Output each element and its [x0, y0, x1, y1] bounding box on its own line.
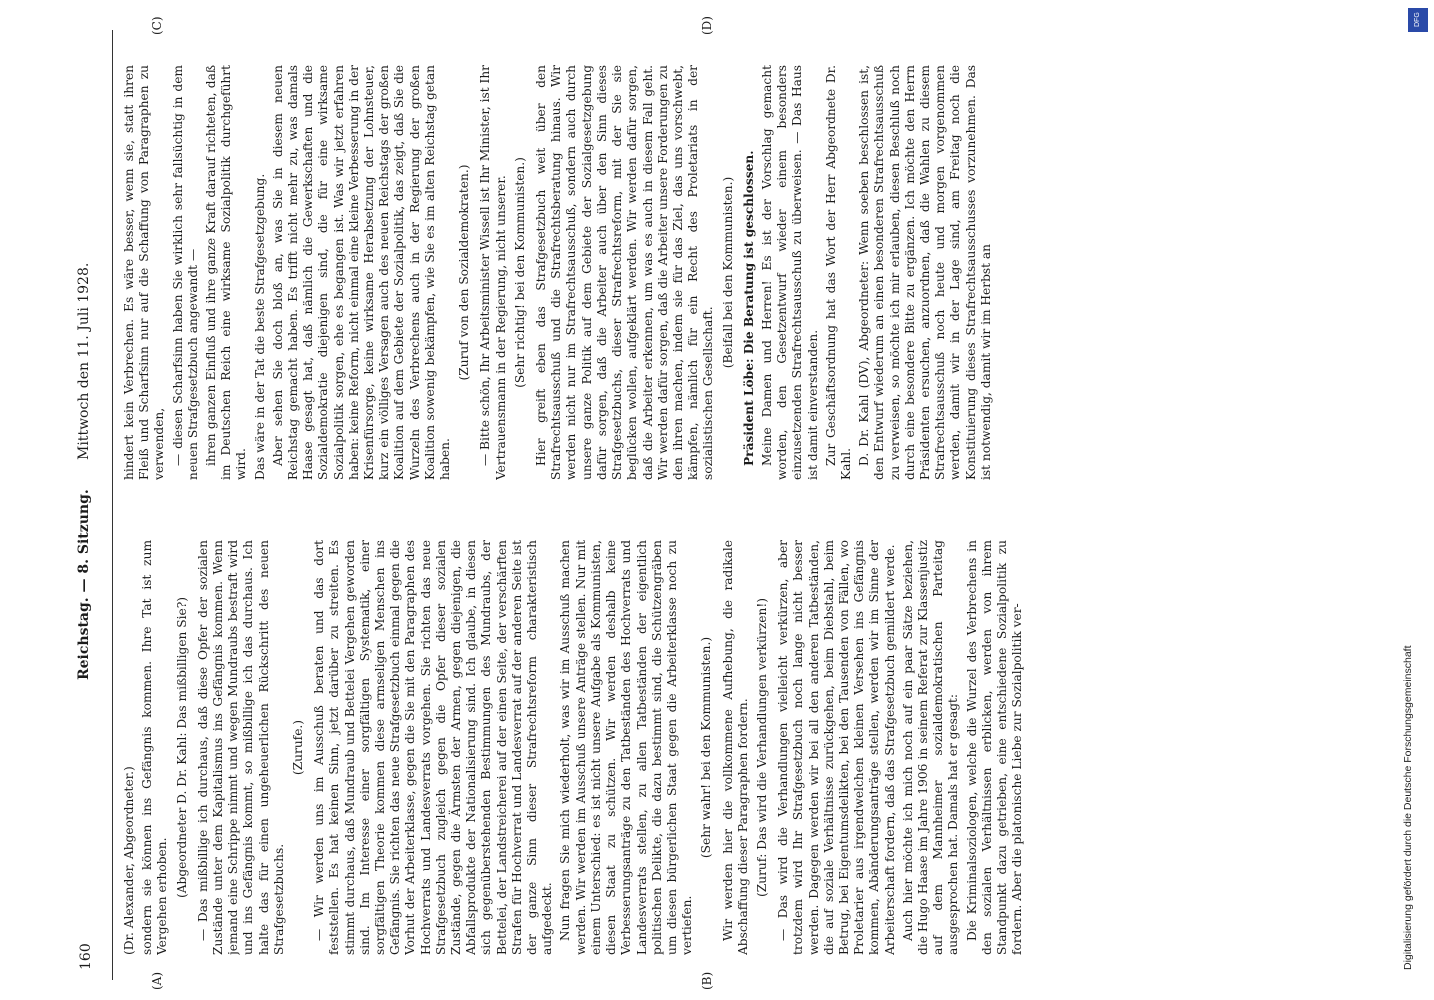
margin-letter-d: (D)	[700, 16, 714, 35]
interjection: (Sehr wahr! bei den Kommunisten.)	[699, 636, 714, 859]
paragraph: Meine Damen und Herren! Es ist der Vorschlag gemacht worden, den Gesetzentwurf wieder einem besonders einzusetzenden Strafrechtsausschuß zu überweisen. — Das Haus ist damit einverstanden.	[759, 65, 820, 480]
page-number: 160	[78, 943, 94, 970]
interjection: (Abgeordneter D. Dr. Kahl: Das mißbilligen Sie?)	[174, 596, 189, 899]
digitization-note-text: Digitalisierung gefördert durch die Deutsche Forschungsgemeinschaft	[1402, 645, 1414, 970]
interjection: (Beifall bei den Kommunisten.)	[720, 176, 735, 369]
paragraph: — Wir werden uns im Ausschuß beraten und das dort feststellen. Es hat keinen Sinn, jetzt darüber zu streiten. Es stimmt durchaus, daß Mundraub und Bettelei Vergehen geworden sind. Im Interesse einer sorgfältigen Systematik, einer sorgfältigen Theorie kommen diese armseligen Menschen ins Gefängnis. Sie richten das neue Strafgesetzbuch einmal gegen die Vorhut der Arbeiterklasse, gegen die Sie mit den Paragraphen des Hochverrats und Landesverrats vorgehen. Sie richten das neue Strafgesetzbuch zugleich gegen die Opfer dieser sozialen Zustände, gegen die Ärmsten der Armen, gegen diejenigen, die Abfallsprodukte der Nationalisierung sind. Ich glaube, in diesen sich gegenüberstehenden Bestimmungen des Mundraubs, der Bettelei, der Landstreicherei auf der einen Seite, der verschärften Strafen für Hochverrat und Landesverrat auf der anderen Seite ist der ganze Sinn dieser Strafrechtsreform charakteristisch aufgedeckt.	[312, 540, 555, 955]
left-column	[122, 540, 1418, 955]
quotation: ihren ganzen Einfluß und ihre ganze Kraft darauf richteten, daß im Deutschen Reich eine wirksame Sozialpolitik durchgeführt wird.	[204, 65, 249, 480]
president-statement: Präsident Löbe: Die Beratung ist geschlossen.	[741, 150, 756, 466]
paragraph: Auch hier möchte ich mich noch auf ein paar Sätze beziehen, die Hugo Haase im Jahre 1906 in seinem Referat zur Klassenjustiz auf dem Mannheimer sozialdemokratischen Parteitag ausgesprochen hat. Damals hat er gesagt:	[900, 540, 961, 955]
paragraph: — Das wird die Verhandlungen vielleicht verkürzen, aber trotzdem wird Ihr Strafgesetzbuch noch lange nicht besser werden. Dagegen werden wir bei all den anderen Tatbeständen, die auf soziale Verhältnisse zurückgehen, beim Diebstahl, beim Betrug, bei Eigentumsdelikten, bei den Tausenden von Fällen, wo Proletarier aus irgendwelchen kleinen Versehen ins Gefängnis kommen, Abänderungsanträge stellen, werden wir im Sinne der Arbeiterschaft fordern, daß das Strafgesetzbuch gemildert werde.	[776, 540, 897, 955]
paragraph: Nun fragen Sie mich wiederholt, was wir im Ausschuß machen werden. Wir werden im Ausschuß unsere Anträge stellen. Nur mit einem Unterschied: es ist nicht unsere Aufgabe als Kommunisten, diesen Staat zu schützen. Wir werden deshalb keine Verbesserungsanträge zu den Tatbeständen des Hochverrats und Landesverrats stellen, zu allen Tatbeständen der eigentlich politischen Delikte, die dazu bestimmt sind, die Schützengräben um diesen bürgerlichen Staat gegen die Arbeiterklasse noch zu vertiefen.	[558, 540, 695, 955]
paragraph: Hier greift eben das Strafgesetzbuch weit über den Strafrechtsausschuß und die Strafrechtsberatung hinaus. Wir werden nicht nur im Strafrechtsausschuß, sondern auch durch unsere ganze Politik auf dem Gebiete der Sozialgesetzgebung dafür sorgen, daß die Arbeiter auch über den Sinn dieses Strafgesetzbuchs, dieser Strafrechtsreform, mit der Sie sie beglücken wollen, aufgeklärt werden. Wir werden dafür sorgen, daß die Arbeiter erkennen, um was es auch in diesem Fall geht. Wir werden dafür sorgen, daß die Arbeiter unsere Forderungen zu den ihren machen, indem sie für das Ziel, das uns vorschwebt, kämpfen, nämlich für ein Recht des Proletariats in der sozialistischen Gesellschaft.	[534, 65, 716, 480]
interjection: (Zuruf: Das wird die Verhandlungen verkürzen!)	[754, 598, 769, 897]
margin-letter-a: (A)	[150, 971, 164, 990]
margin-letter-b: (B)	[700, 971, 714, 990]
paragraph: Wir werden hier die vollkommene Aufhebung, die radikale Abschaffung dieser Paragraphen fordern.	[720, 540, 750, 955]
paragraph: — Bitte schön, Ihr Arbeitsminister Wissell ist Ihr Minister, ist Ihr Vertrauensmann in der Regierung, nicht unserer.	[478, 65, 508, 480]
interjection: (Zurufe.)	[291, 719, 306, 776]
header-rule	[112, 30, 113, 980]
running-head	[70, 30, 108, 970]
interjection: (Sehr richtig! bei den Kommunisten.)	[512, 157, 527, 388]
paragraph: sondern sie können ins Gefängnis kommen. Ihre Tat ist zum Vergehen erhoben.	[140, 540, 170, 955]
chamber-title: Reichstag. — 8. Sitzung.	[76, 489, 92, 680]
paragraph: Das wäre in der Tat die beste Strafgesetzgebung.	[252, 173, 267, 480]
quotation: Die Kriminalsoziologen, welche die Wurzel des Verbrechens in den sozialen Verhältnissen erblicken, werden von ihrem Standpunkt dazu getrieben, eine entschiedene Sozialpolitik zu fordern. Aber die platonische Liebe zur Sozialpolitik ver-	[964, 540, 1025, 955]
speaker-heading: (Dr. Alexander, Abgeordneter.)	[122, 766, 136, 955]
digitization-note	[1402, 10, 1430, 990]
dfg-logo-icon: DFG	[1408, 8, 1428, 32]
session-date: Mittwoch den 11. Juli 1928.	[76, 262, 92, 460]
right-column	[122, 65, 1418, 480]
paragraph: Zur Geschäftsordnung hat das Wort der Herr Abgeordnete Dr. Kahl.	[823, 65, 853, 480]
paragraph: D. Dr. Kahl (DV), Abgeordneter: Wenn soeben beschlossen ist, den Entwurf wiederum an einen besonderen Strafrechtsausschuß zu verweisen, so möchte ich mir erlauben, diesen Beschluß noch durch eine besondere Bitte zu ergänzen. Ich möchte den Herrn Präsidenten ersuchen, anzuordnen, daß die Wahlen zu diesem Strafrechtsausschuß noch heute und morgen vorgenommen werden, damit wir in der Lage sind, am Freitag noch die Konstituierung dieses Strafrechtsausschusses vorzunehmen. Das ist notwendig, damit wir im Herbst an	[857, 65, 993, 480]
interjection: (Zuruf von den Sozialdemokraten.)	[457, 164, 472, 381]
margin-letter-c: (C)	[150, 16, 164, 35]
aside: — diesen Scharfsinn haben Sie wirklich sehr fallsüchtig in dem neuen Strafgesetzbuch angewandt —	[170, 65, 200, 480]
quotation: hindert kein Verbrechen. Es wäre besser, wenn sie, statt ihren Fleiß und Scharfsinn nur auf die Schaffung von Paragraphen zu verwenden,	[122, 65, 167, 480]
paragraph: — Das mißbillige ich durchaus, daß diese Opfer der sozialen Zustände unter dem Kapitalismus ins Gefängnis kommen. Wenn jemand eine Schrippe nimmt und wegen Mundraubs bestraft wird und ins Gefängnis kommt, so mißbillige ich das durchaus. Ich halte das für einen ungeheuerlichen Rückschritt des neuen Strafgesetzbuchs.	[195, 540, 286, 955]
paragraph: Aber sehen Sie doch bloß an, was Sie in diesem neuen Reichstag gemacht haben. Es trifft nicht mehr zu, was damals Haase gesagt hat, daß nämlich die Gewerkschaften und die Sozialdemokratie diejenigen sind, die für eine wirksame Sozialpolitik sorgen, ehe es begangen ist. Was wir jetzt erfahren haben: keine Reform, nicht einmal eine kleine Verbesserung in der Krisenfürsorge, keine wirksame Herabsetzung der Lohnsteuer, kurz ein völliges Versagen auch des neuen Reichstags der großen Koalition auf dem Gebiete der Sozialpolitik, das zeigt, daß Sie die Wurzeln des Verbrechens auch in der Regierung der großen Koalition sowenig bekämpfen, wie Sie es im alten Reichstag getan haben.	[270, 65, 453, 480]
